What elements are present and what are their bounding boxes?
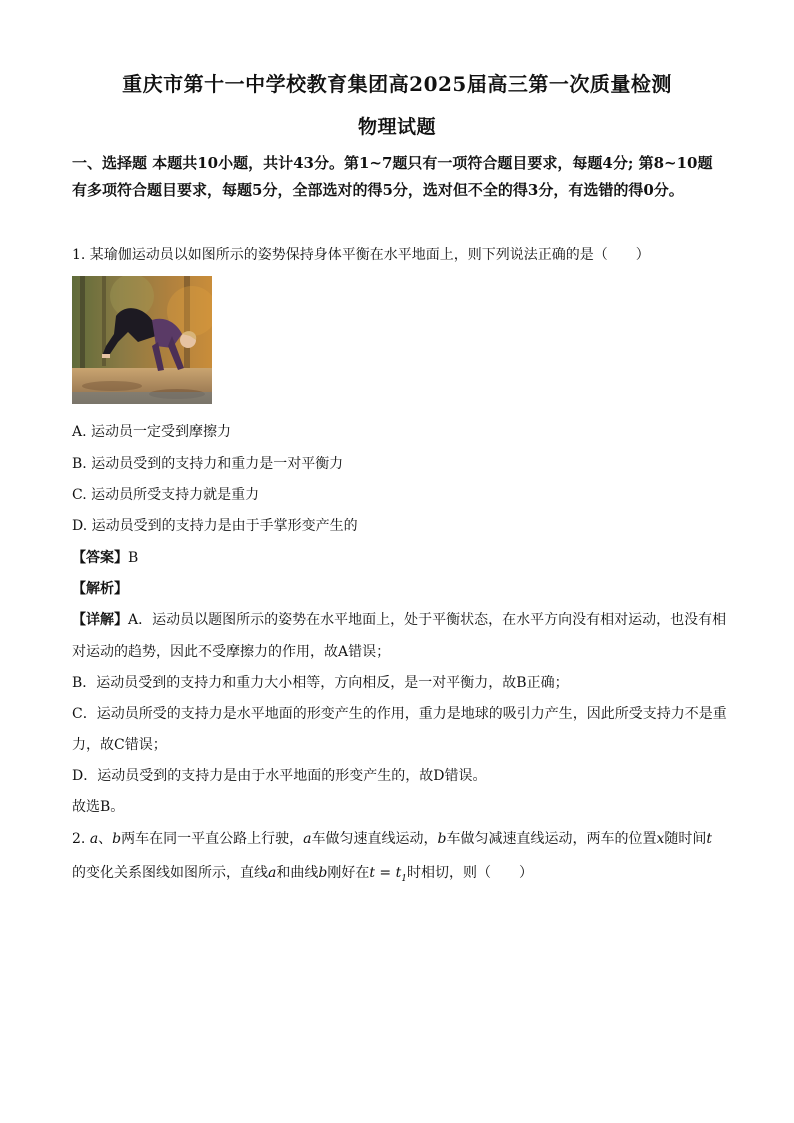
var-a-3: a (268, 865, 277, 881)
answer-label: 【答案】 (72, 550, 128, 566)
q1-detail-b: B．运动员受到的支持力和重力大小相等，方向相反，是一对平衡力，故B正确； (72, 675, 569, 691)
q2-text-7: 刚好在 (327, 865, 370, 881)
var-a: a (89, 831, 99, 847)
detail-a-text: A．运动员以题图所示的姿势在水平地面上，处于平衡状态，在水平方向没有相对运动，也没有相 (128, 612, 727, 628)
exam-subtitle: 物理试题 (357, 116, 436, 138)
equation-t: t = t (369, 865, 402, 881)
question-2-stem-line2 (72, 862, 727, 884)
q1-detail-c-line2: 力，故C错误； (72, 737, 167, 753)
q2-text-5: 的变化关系图线如图所示，直线 (72, 865, 268, 881)
var-x: x (656, 831, 665, 847)
q1-option-c: C. 运动员所受支持力就是重力 (72, 487, 260, 503)
var-b-2: b (437, 831, 447, 847)
question-2-stem-line1 (72, 828, 727, 848)
detail-label: 【详解】 (72, 612, 128, 628)
section-heading: 一、选择题 本题共10小题，共计43分。第1~7题只有一项符合题目要求，每题4分; 第8~10题有多项符合题目要求，每题5分，全部选对的得5分，选对但不全的得3分，有选错的得0分。 (72, 154, 713, 199)
exam-title: 重庆市第十一中学校教育集团高2025届高三第一次质量检测 (122, 72, 672, 96)
var-t: t (706, 831, 713, 847)
yoga-pose-image (72, 276, 212, 404)
q1-answer (72, 547, 727, 567)
q1-option-b: B. 运动员受到的支持力和重力是一对平衡力 (72, 456, 344, 472)
q2-text-2: 车做匀速直线运动， (311, 831, 438, 847)
q2-number: 2. (72, 831, 90, 847)
q1-detail-a-line2: 对运动的趋势，因此不受摩擦力的作用，故A错误； (72, 644, 391, 660)
q2-text-1: 两车在同一平直公路上行驶， (121, 831, 304, 847)
q1-option-d: D. 运动员受到的支持力是由于手掌形变产生的 (72, 518, 358, 534)
q1-detail-c-line1: C．运动员所受的支持力是水平地面的形变产生的作用，重力是地球的吸引力产生，因此所受支持力不是重 (72, 706, 727, 722)
var-a-2: a (303, 831, 312, 847)
q1-conclusion: 故选B。 (72, 799, 125, 815)
yoga-photo (72, 276, 212, 404)
var-b: b (112, 831, 122, 847)
q2-text-8: 时相切，则（ ） (406, 865, 533, 881)
q1-detail-d: D．运动员受到的支持力是由于水平地面的形变产生的，故D错误。 (72, 768, 487, 784)
q2-text-6: 和曲线 (276, 865, 319, 881)
answer-value: B (128, 550, 139, 566)
equation-subscript: 1 (401, 873, 407, 884)
q1-analysis-label (72, 578, 727, 598)
q1-option-a: A. 运动员一定受到摩擦力 (72, 424, 232, 440)
q2-text-4: 随时间 (664, 831, 707, 847)
separator: 、 (98, 831, 113, 847)
question-1-stem: 1. 某瑜伽运动员以如图所示的姿势保持身体平衡在水平地面上，则下列说法正确的是（ ） (72, 247, 650, 263)
q2-text-3: 车做匀减速直线运动，两车的位置 (446, 831, 657, 847)
var-b-3: b (318, 865, 328, 881)
analysis-label: 【解析】 (72, 581, 128, 597)
q1-detail-a-line1 (72, 609, 727, 629)
